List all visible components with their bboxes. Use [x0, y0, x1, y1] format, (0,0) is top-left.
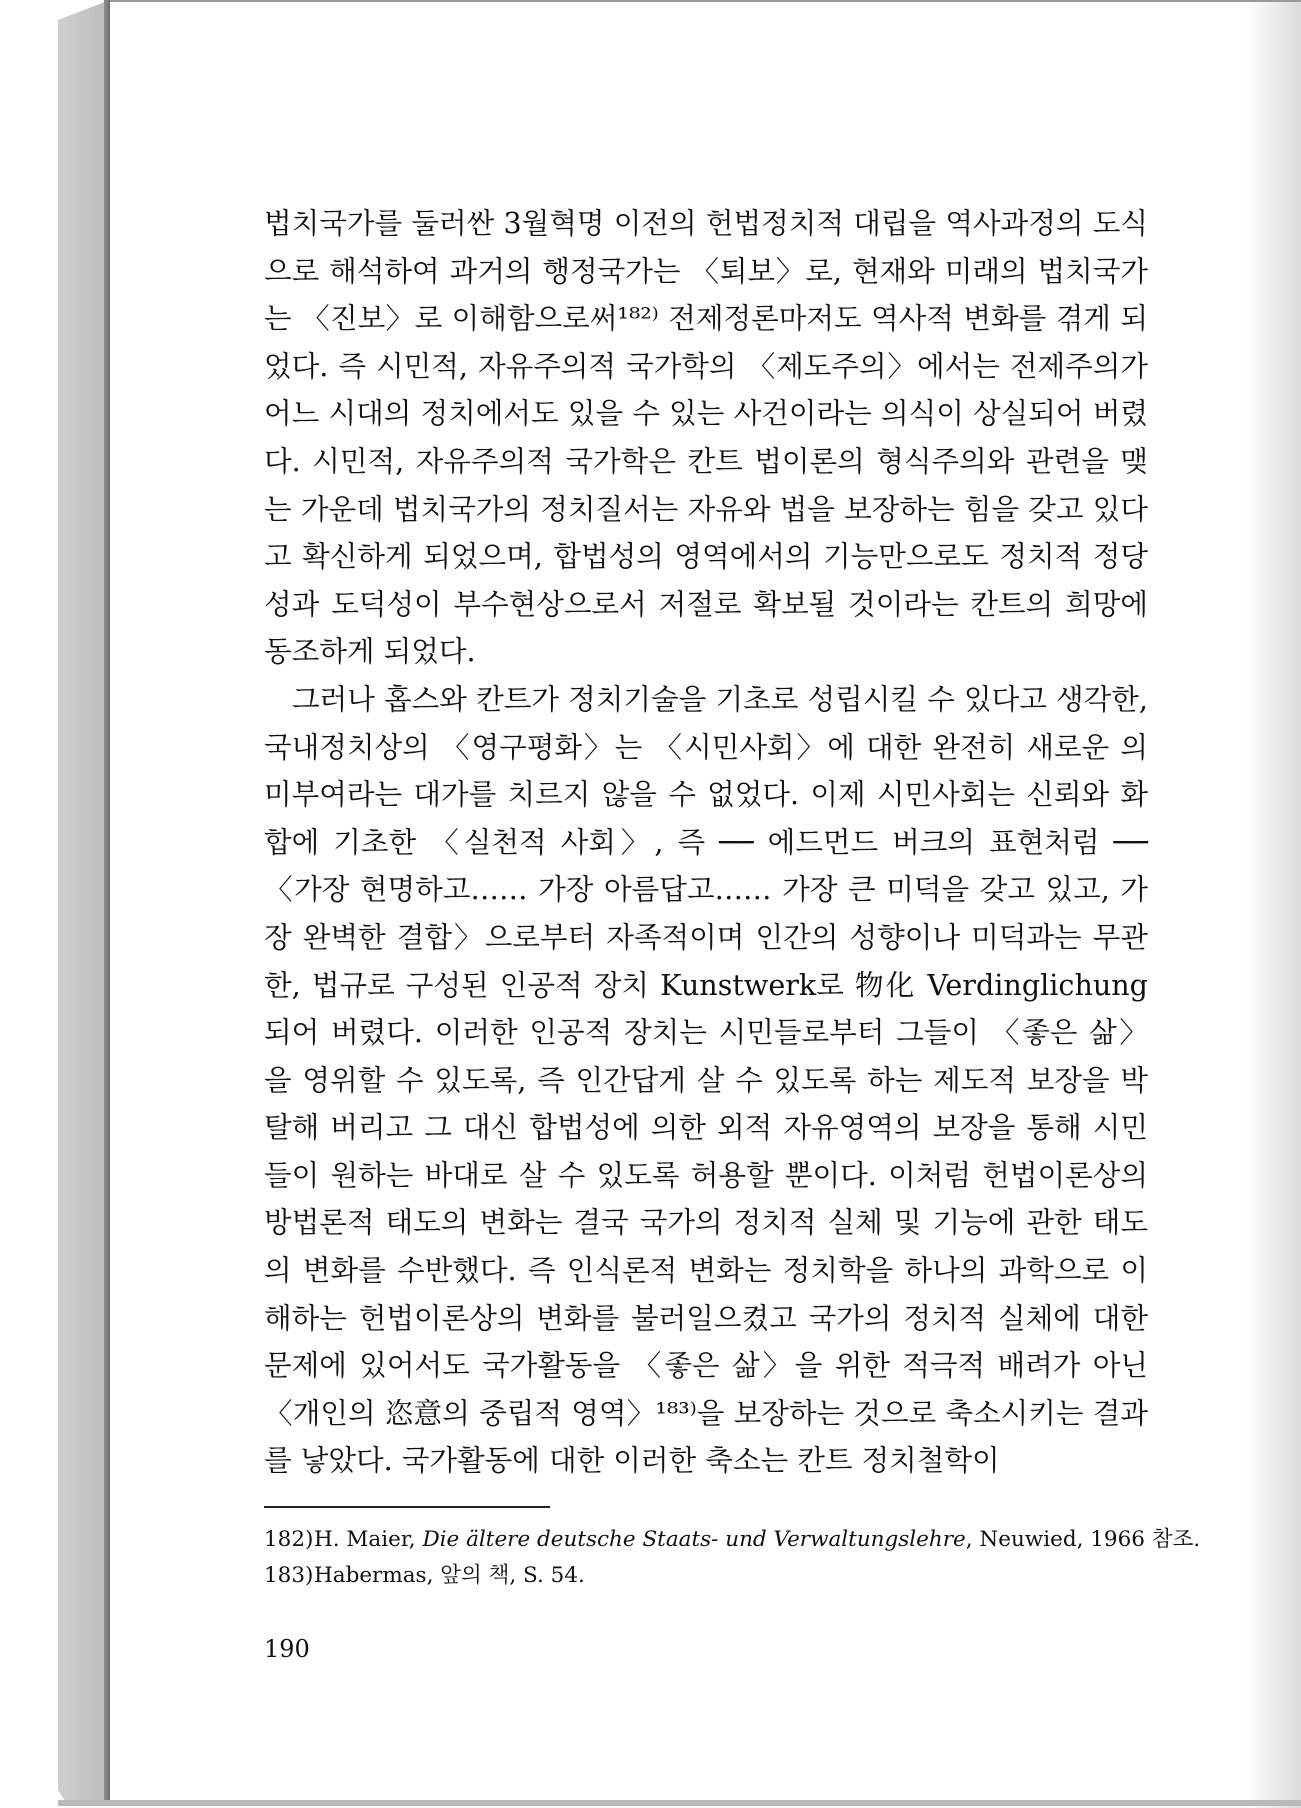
footnotes — [264, 1522, 1201, 1594]
page-number: 190 — [264, 1635, 310, 1663]
footnote-divider — [264, 1506, 550, 1508]
paragraph: 그러나 홉스와 칸트가 정치기술을 기초로 성립시킬 수 있다고 생각한, 국내정치상의 〈영구평화〉는 〈시민사회〉에 대한 완전히 새로운 의미부여라는 대가를 치르지 않을 수 없었다. 이제 시민사회는 신뢰와 화합에 기초한 〈실천적 사회〉, 즉 ── 에드먼드 버크의 표현처럼 ── 〈가장 현명하고…… 가장 아름답고…… 가장 큰 미덕을 갖고 있고, 가장 완벽한 결합〉으로부터 자족적이며 인간의 성향이나 미덕과는 무관한, 법규로 구성된 인공적 장치 Kunstwerk로 物化 Verdinglichung되어 버렸다. 이러한 인공적 장치는 시민들로부터 그들이 〈좋은 삶〉을 영위할 수 있도록, 즉 인간답게 살 수 있도록 하는 제도적 보장을 박탈해 버리고 그 대신 합법성에 의한 외적 자유영역의 보장을 통해 시민들이 원하는 바대로 살 수 있도록 허용할 뿐이다. 이처럼 헌법이론상의 방법론적 태도의 변화는 결국 국가의 정치적 실체 및 기능에 관한 태도의 변화를 수반했다. 즉 인식론적 변화는 정치학을 하나의 과학으로 이해하는 헌법이론상의 변화를 불러일으켰고 국가의 정치적 실체에 대한 문제에 있어서도 국가활동을 〈좋은 삶〉을 위한 적극적 배려가 아닌 〈개인의 恣意의 중립적 영역〉¹⁸³⁾을 보장하는 것으로 축소시키는 결과를 낳았다. 국가활동에 대한 이러한 축소는 칸트 정치철학이 — [264, 681, 1148, 1478]
body-text — [264, 200, 1148, 1485]
footnote-rest: , Neuwied, 1966 참조. — [965, 1527, 1201, 1552]
footnote-number: 183) — [264, 1563, 314, 1588]
paragraph: 법치국가를 둘러싼 3월혁명 이전의 헌법정치적 대립을 역사과정의 도식으로 해석하여 과거의 행정국가는 〈퇴보〉로, 현재와 미래의 법치국가는 〈진보〉로 이해함으로써¹⁸²⁾ 전제정론마저도 역사적 변화를 겪게 되었다. 즉 시민적, 자유주의적 국가학의 〈제도주의〉에서는 전제주의가 어느 시대의 정치에서도 있을 수 있는 사건이라는 의식이 상실되어 버렸다. 시민적, 자유주의적 국가학은 칸트 법이론의 형식주의와 관련을 맺는 가운데 법치국가의 정치질서는 자유와 법을 보장하는 힘을 갖고 있다고 확신하게 되었으며, 합법성의 영역에서의 기능만으로도 정치적 정당성과 도덕성이 부수현상으로서 저절로 확보될 것이라는 칸트의 희망에 동조하게 되었다. — [264, 206, 1148, 669]
footnote-number: 182) — [264, 1527, 314, 1552]
footnote-182 — [264, 1522, 1201, 1558]
footnote-183 — [264, 1558, 1148, 1594]
footnote-book-title: Die ältere deutsche Staats- und Verwaltungslehre — [422, 1527, 966, 1552]
page-bottom-edge — [58, 1800, 1301, 1806]
page-right-shadow — [1246, 2, 1301, 1808]
footnote-rest: Habermas, 앞의 책, S. 54. — [314, 1563, 585, 1588]
footnote-author: H. Maier, — [314, 1527, 423, 1552]
